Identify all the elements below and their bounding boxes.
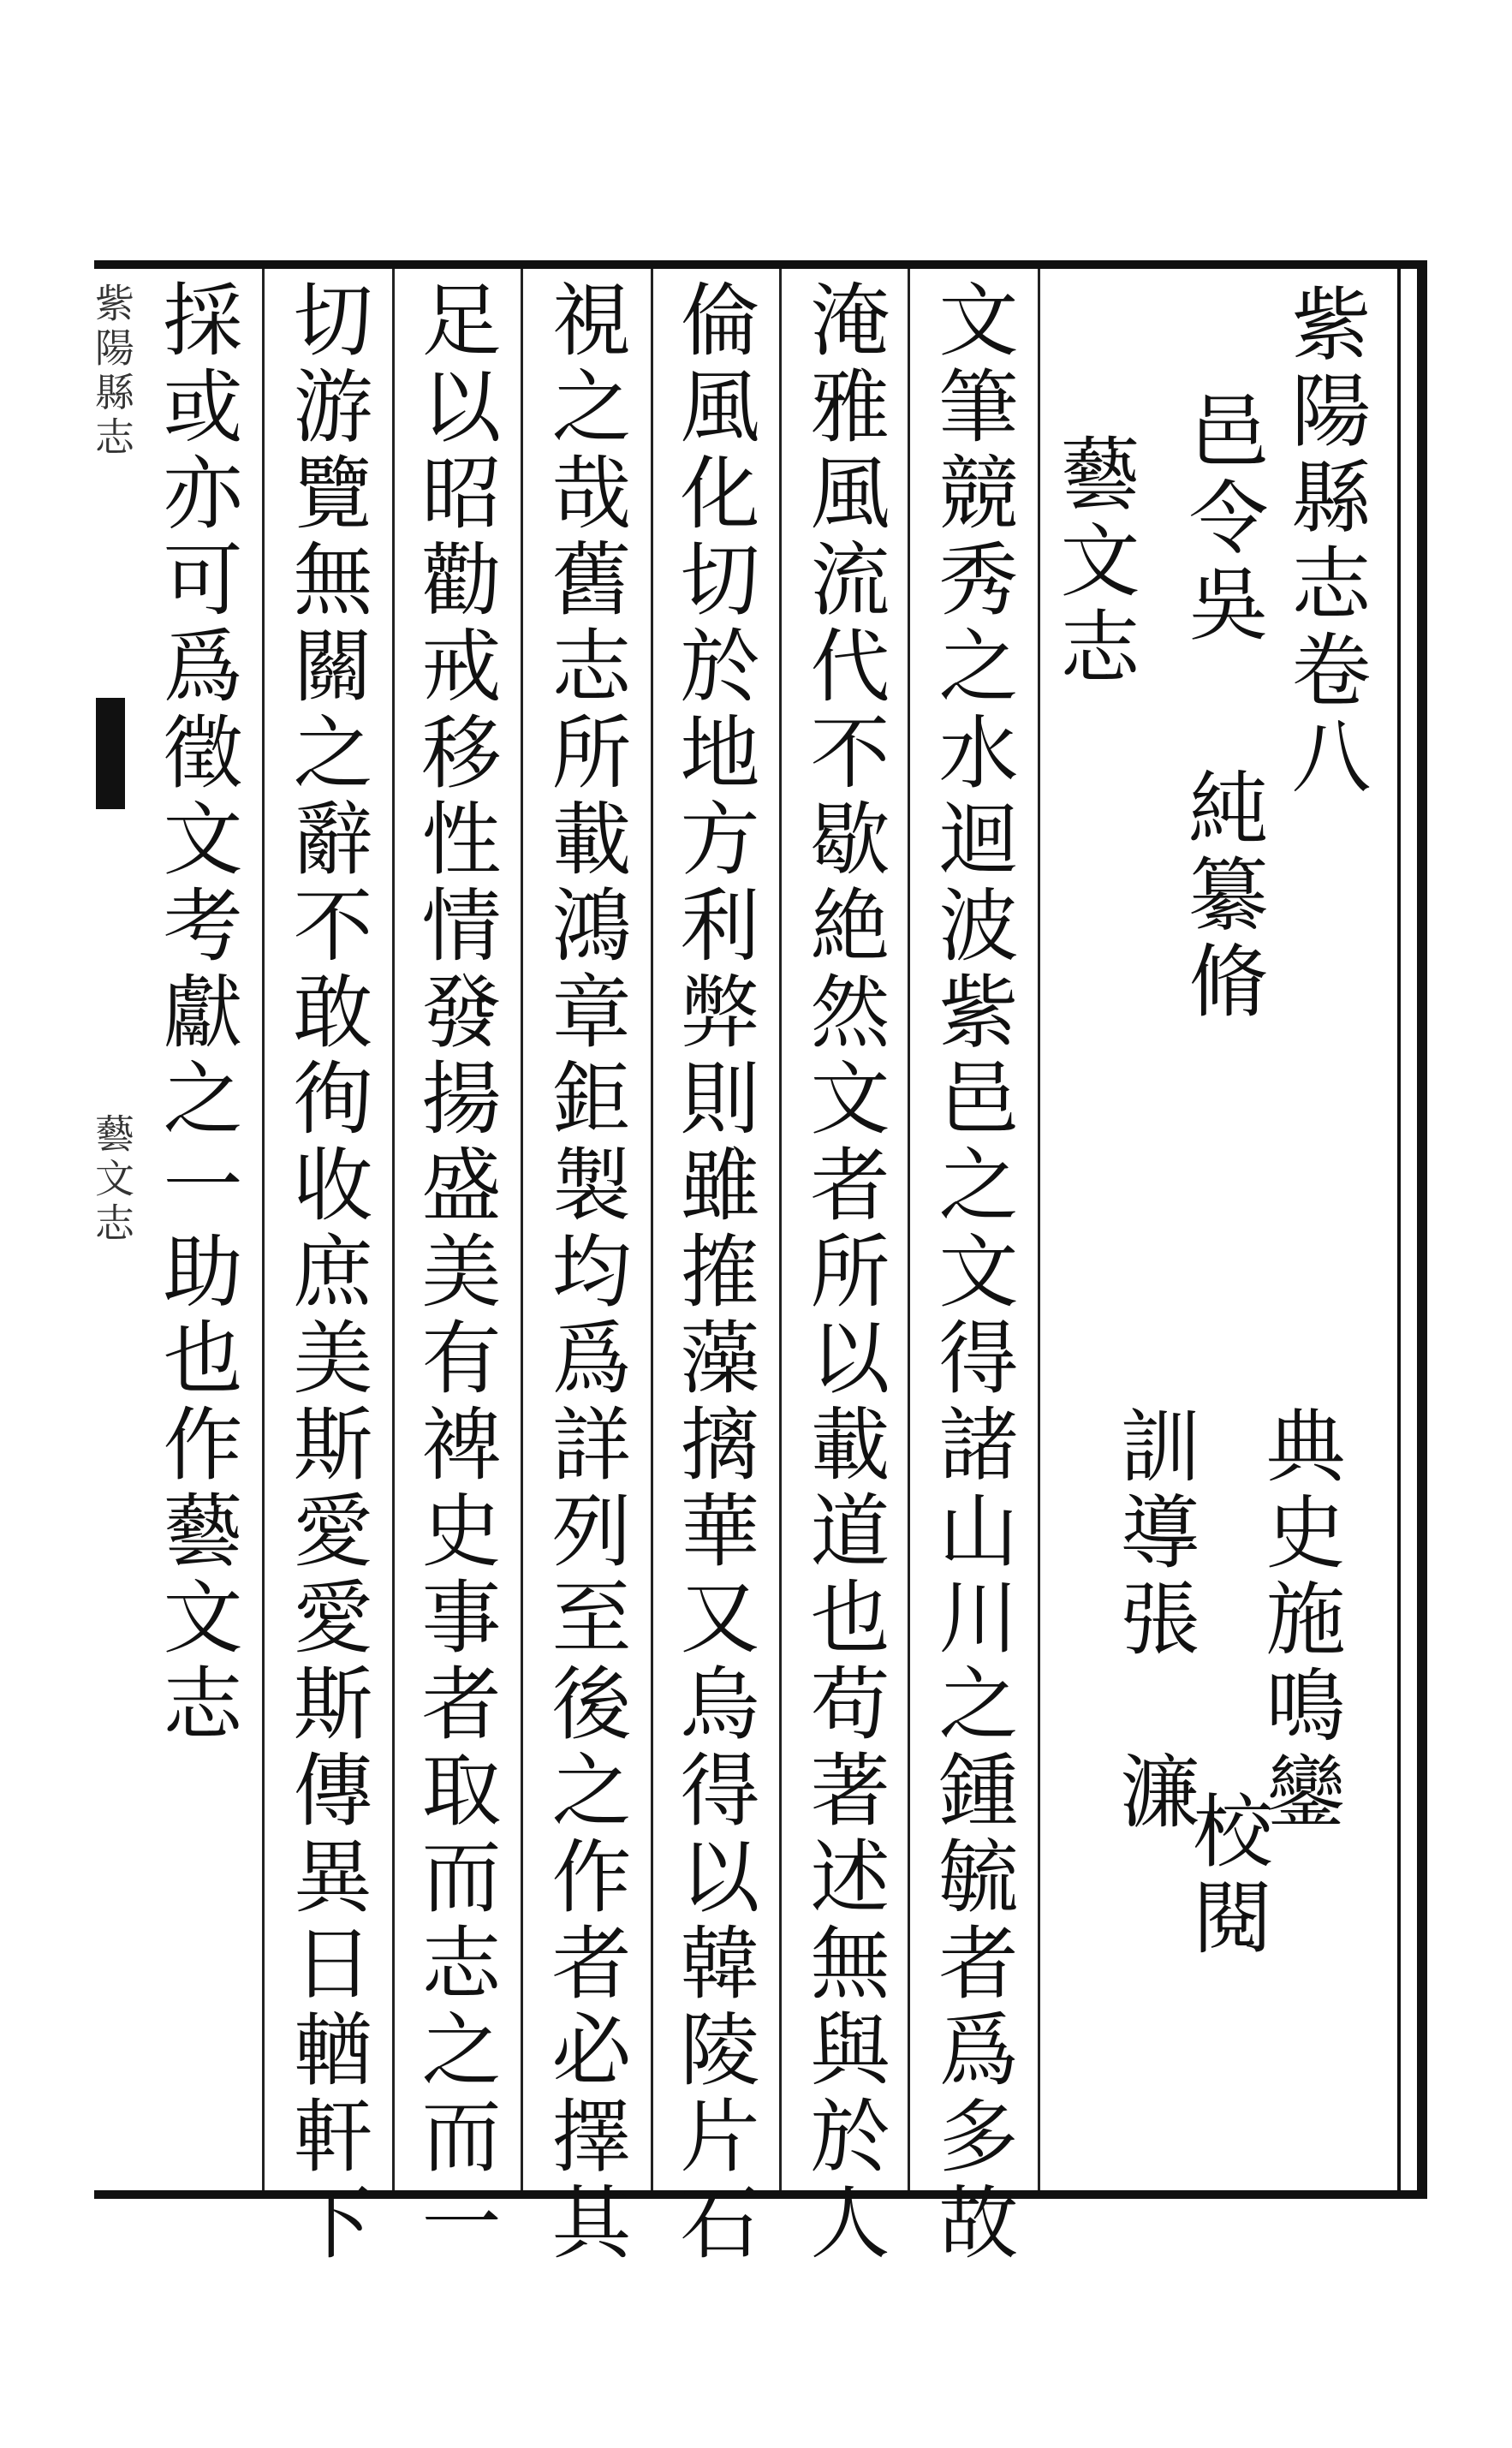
compiler-name: 純纂脩	[1176, 766, 1268, 1026]
column-divider	[1038, 269, 1040, 2190]
column-divider	[908, 269, 910, 2190]
credit-person-1: 典史施鳴鑾	[1253, 1404, 1345, 1837]
column-divider	[651, 269, 653, 2190]
body-column-3: 倫風化切於地方利弊則雖搉藻摛華又烏得以韓陵片石	[667, 278, 759, 2267]
body-column-4: 視之哉舊志所載鴻章鉅製均爲詳列至後之作者必擇其	[539, 278, 631, 2267]
body-column-1: 文筆競秀之水迴波紫邑之文得諸山川之鍾毓者爲多故	[926, 278, 1018, 2267]
body-column-2: 淹雅風流代不歇絶然文者所以載道也苟著述無與於人	[797, 278, 890, 2267]
column-divider	[262, 269, 265, 2190]
frame-right-border	[1417, 260, 1427, 2199]
margin-title-fragment: 紫陽縣志	[89, 283, 135, 461]
body-column-7: 採或亦可爲徵文考獻之一助也作藝文志	[150, 278, 242, 1748]
margin-section-fragment: 藝文志	[89, 1113, 135, 1247]
column-divider	[392, 269, 395, 2190]
fishtail-mark	[96, 698, 125, 809]
section-heading: 藝文志	[1047, 432, 1140, 692]
credit-role: 校閱	[1180, 1790, 1272, 1963]
frame-top-border	[94, 260, 1426, 269]
volume-title: 紫陽縣志卷八	[1278, 283, 1371, 801]
frame-right-inner-line	[1397, 269, 1401, 2190]
body-column-6: 切游覽無關之辭不敢徇收庶美斯愛愛斯傳異日輶軒下	[280, 278, 372, 2267]
credit-person-2: 訓導張 濂	[1107, 1404, 1199, 1837]
compiler-office: 邑令吳	[1176, 390, 1268, 649]
body-column-5: 足以昭勸戒移性情發揚盛美有裨史事者取而志之而一	[408, 278, 501, 2267]
column-divider	[521, 269, 523, 2190]
column-divider	[779, 269, 782, 2190]
